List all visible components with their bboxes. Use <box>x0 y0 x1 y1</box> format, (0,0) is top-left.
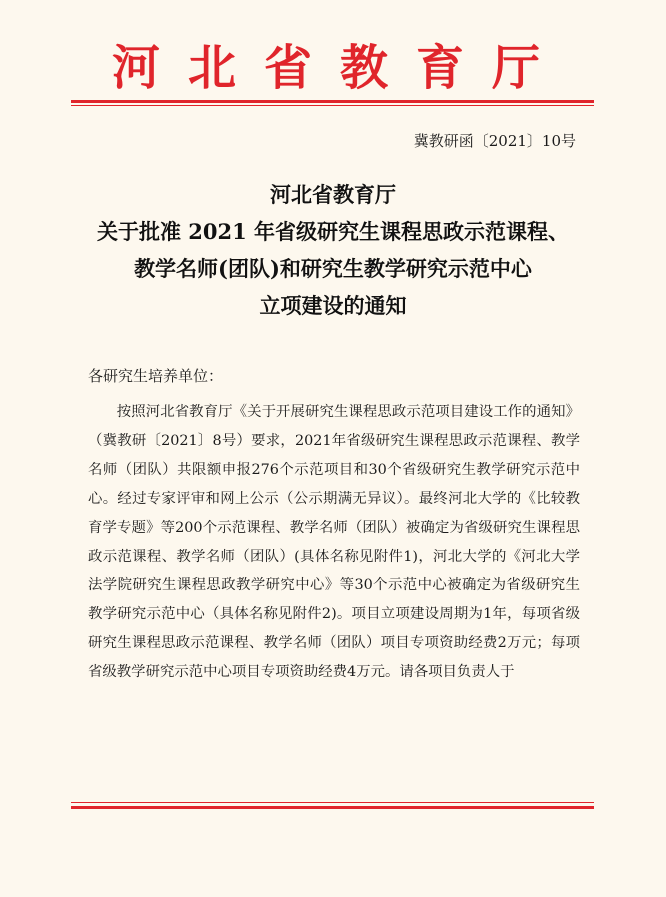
header-org-name: 河北省教育厅 <box>111 40 568 96</box>
body-paragraph: 按照河北省教育厅《关于开展研究生课程思政示范项目建设工作的通知》（冀教研〔2021〕8号）要求，2021年省级研究生课程思政示范课程、教学名师（团队）共限额申报276个示范项目和30个省级研究生教学研究示范中心。经过专家评审和网上公示（公示期满无异议）。最终河北大学的《比较教育学专题》等200个示范课程、教学名师（团队）被确定为省级研究生课程思政示范课程、教学名师（团队）(具体名称见附件1)，河北大学的《河北大学法学院研究生课程思政教学研究中心》等30个示范中心被确定为省级研究生教学研究示范中心（具体名称见附件2)。项目立项建设周期为1年，每项省级研究生课程思政示范课程、教学名师（团队）项目专项资助经费2万元；每项省级教学研究示范中心项目专项资助经费4万元。请各项目负责人于 <box>88 404 580 681</box>
title-line-4: 立项建设的通知 <box>259 293 407 318</box>
document-title <box>60 176 606 324</box>
title-line-1: 河北省教育厅 <box>270 182 396 207</box>
header-divider-thick <box>71 100 594 103</box>
salutation: 各研究生培养单位： <box>88 367 224 385</box>
document-number: 冀教研函〔2021〕10号 <box>413 132 576 150</box>
title-line-3: 教学名师(团队)和研究生教学研究示范中心 <box>134 256 532 281</box>
footer-divider-thin <box>71 802 594 803</box>
title-line-2: 关于批准 2021 年省级研究生课程思政示范课程、 <box>96 219 570 244</box>
header-divider-thin <box>71 105 594 106</box>
footer-divider-thick <box>71 806 594 809</box>
